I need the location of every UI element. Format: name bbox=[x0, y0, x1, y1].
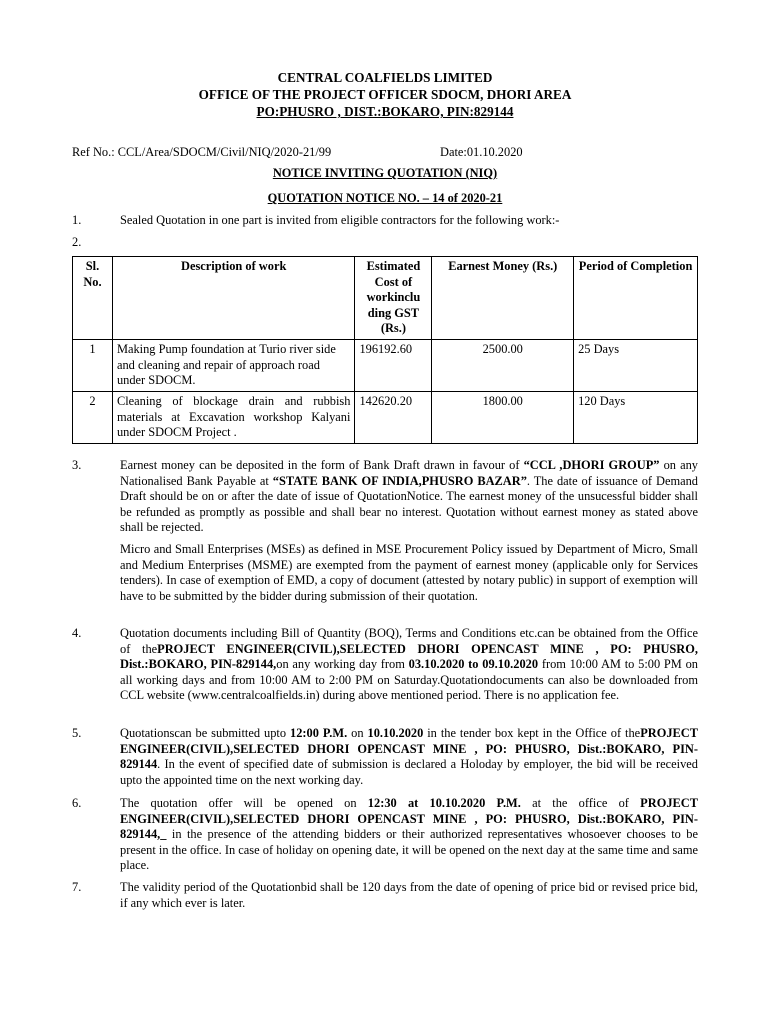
col-header-period: Period of Completion bbox=[574, 257, 698, 340]
item-4-documents bbox=[120, 626, 698, 704]
p6-office: PROJECT ENGINEER(CIVIL),SELECTED DHORI OPENCAST MINE , PO: PHUSRO, Dist.:BOKARO, PIN-829144,_ bbox=[120, 796, 698, 842]
p3-bank: “STATE BANK OF INDIA,PHUSRO BAZAR” bbox=[272, 473, 527, 488]
row-2-cost: 142620.20 bbox=[355, 391, 432, 443]
row-1-description: Making Pump foundation at Turio river side and cleaning and repair of approach road under SDOCM. bbox=[112, 339, 354, 391]
office-address bbox=[72, 104, 698, 120]
item-7-validity: The validity period of the Quotationbid shall be 120 days from the date of opening of price bid or revised price bid, if any which ever is later. bbox=[120, 880, 698, 910]
table-row bbox=[73, 391, 698, 443]
notice-title bbox=[72, 166, 698, 182]
p4-text-3: from 10:00 AM to 5:00 PM on all working days and from 10:00 AM to 2:00 PM on Saturday.Quotationdocuments can also be downloaded from CCL website (www.centralcoalfields.in) during above mentioned period. There is no application fee. bbox=[120, 657, 698, 703]
item-5-submission bbox=[120, 726, 698, 788]
col-header-description: Description of work bbox=[112, 257, 354, 340]
item-number-7: 7. bbox=[72, 880, 82, 894]
p4-dates: 03.10.2020 to 09.10.2020 bbox=[408, 657, 539, 672]
reference-number: Ref No.: CCL/Area/SDOCM/Civil/NIQ/2020-21/99 bbox=[72, 145, 332, 159]
row-1-cost: 196192.60 bbox=[355, 339, 432, 391]
p4-office: PROJECT ENGINEER(CIVIL),SELECTED DHORI OPENCAST MINE , PO: PHUSRO, Dist.:BOKARO, PIN-829144, bbox=[120, 641, 698, 672]
table-header-row bbox=[73, 257, 698, 340]
item-number-1: 1. bbox=[72, 213, 82, 227]
row-1-period: 25 Days bbox=[574, 339, 698, 391]
p5-text-3: in the tender box kept in the Office of the bbox=[423, 726, 641, 740]
row-2-sl: 2 bbox=[73, 391, 113, 443]
p4-text-1: Quotation documents including Bill of Quantity (BOQ), Terms and Conditions etc.can be obtained from the Office of the bbox=[120, 626, 698, 656]
org-name: CENTRAL COALFIELDS LIMITED bbox=[277, 70, 493, 85]
col-header-earnest-money: Earnest Money (Rs.) bbox=[432, 257, 574, 340]
item-3-earnest-money bbox=[120, 458, 698, 536]
p5-text-1: Quotationscan be submitted upto bbox=[120, 726, 291, 740]
p6-text-2: at the office of bbox=[520, 796, 641, 810]
notice-date: Date:01.10.2020 bbox=[440, 145, 523, 159]
row-2-earnest-money: 1800.00 bbox=[432, 391, 574, 443]
p5-time: 12:00 P.M. bbox=[290, 726, 348, 740]
table-row bbox=[73, 339, 698, 391]
quotation-notice-text: QUOTATION NOTICE NO. – 14 of 2020-21 bbox=[267, 191, 503, 205]
office-name: OFFICE OF THE PROJECT OFFICER SDOCM, DHORI AREA bbox=[198, 87, 572, 102]
p5-text-4: . In the event of specified date of submission is declared a Holoday by employer, the bid will be received upto the appointed time on the next working day. bbox=[120, 757, 698, 787]
row-2-period: 120 Days bbox=[574, 391, 698, 443]
p6-time: 12:30 at 10.10.2020 P.M. bbox=[367, 796, 521, 810]
p4-text-2: on any working day from bbox=[276, 657, 409, 672]
item-number-3: 3. bbox=[72, 458, 82, 472]
works-table bbox=[72, 256, 698, 444]
col-header-sl: Sl. No. bbox=[73, 257, 113, 340]
address-line: PO:PHUSRO , DIST.:BOKARO, PIN:829144 bbox=[256, 104, 514, 119]
row-1-earnest-money: 2500.00 bbox=[432, 339, 574, 391]
row-1-sl: 1 bbox=[73, 339, 113, 391]
p3-text-3: . The date of issuance of Demand Draft should be on or after the date of issue of QuotationNotice. The earnest money of the unsucessful bidder shall be refunded as promptly as possible and shall bear no interest. Quotation without earnest money as stated above shall be rejected. bbox=[120, 473, 698, 535]
item-3-mse-exemption: Micro and Small Enterprises (MSEs) as defined in MSE Procurement Policy issued by Department of Micro, Small and Medium Enterprises (MSME) are exempted from the payment of earnest money (applicable only for Services tenders). In case of exemption of EMD, a copy of document (attested by notary public) in support of exemption will have to be submitted by the bidder during submission of their quotation. bbox=[120, 542, 698, 603]
p3-text-1: Earnest money can be deposited in the form of Bank Draft drawn in favour of bbox=[120, 458, 524, 472]
p6-text-1: The quotation offer will be opened on bbox=[120, 796, 368, 810]
quotation-notice-title bbox=[72, 191, 698, 207]
p5-text-2: on bbox=[347, 726, 368, 740]
col-header-estimated-cost: Estimated Cost of workinclu ding GST (Rs.) bbox=[355, 257, 432, 340]
item-1-text: Sealed Quotation in one part is invited from eligible contractors for the following work:- bbox=[120, 213, 560, 227]
item-number-2: 2. bbox=[72, 235, 82, 249]
p5-date: 10.10.2020 bbox=[367, 726, 424, 740]
p3-payee: “CCL ,DHORI GROUP” bbox=[523, 458, 660, 472]
item-number-4: 4. bbox=[72, 626, 82, 640]
p5-office: PROJECT ENGINEER(CIVIL),SELECTED DHORI OPENCAST MINE , PO: PHUSRO, Dist.:BOKARO, PIN-829144 bbox=[120, 726, 699, 772]
item-number-6: 6. bbox=[72, 796, 82, 810]
p3-text-2: on any Nationalised Bank Payable at bbox=[120, 458, 698, 488]
item-number-5: 5. bbox=[72, 726, 82, 740]
p6-text-3: in the presence of the attending bidders or their authorized representatives whosoever chooses to be present in the office. In case of holiday on opening date, it will be opened on the next day at the same time and same place. bbox=[120, 827, 698, 873]
item-6-opening bbox=[120, 796, 698, 874]
row-2-description: Cleaning of blockage drain and rubbish materials at Excavation workshop Kalyani under SDOCM Project . bbox=[112, 391, 354, 443]
notice-title-text: NOTICE INVITING QUOTATION (NIQ) bbox=[272, 166, 498, 180]
